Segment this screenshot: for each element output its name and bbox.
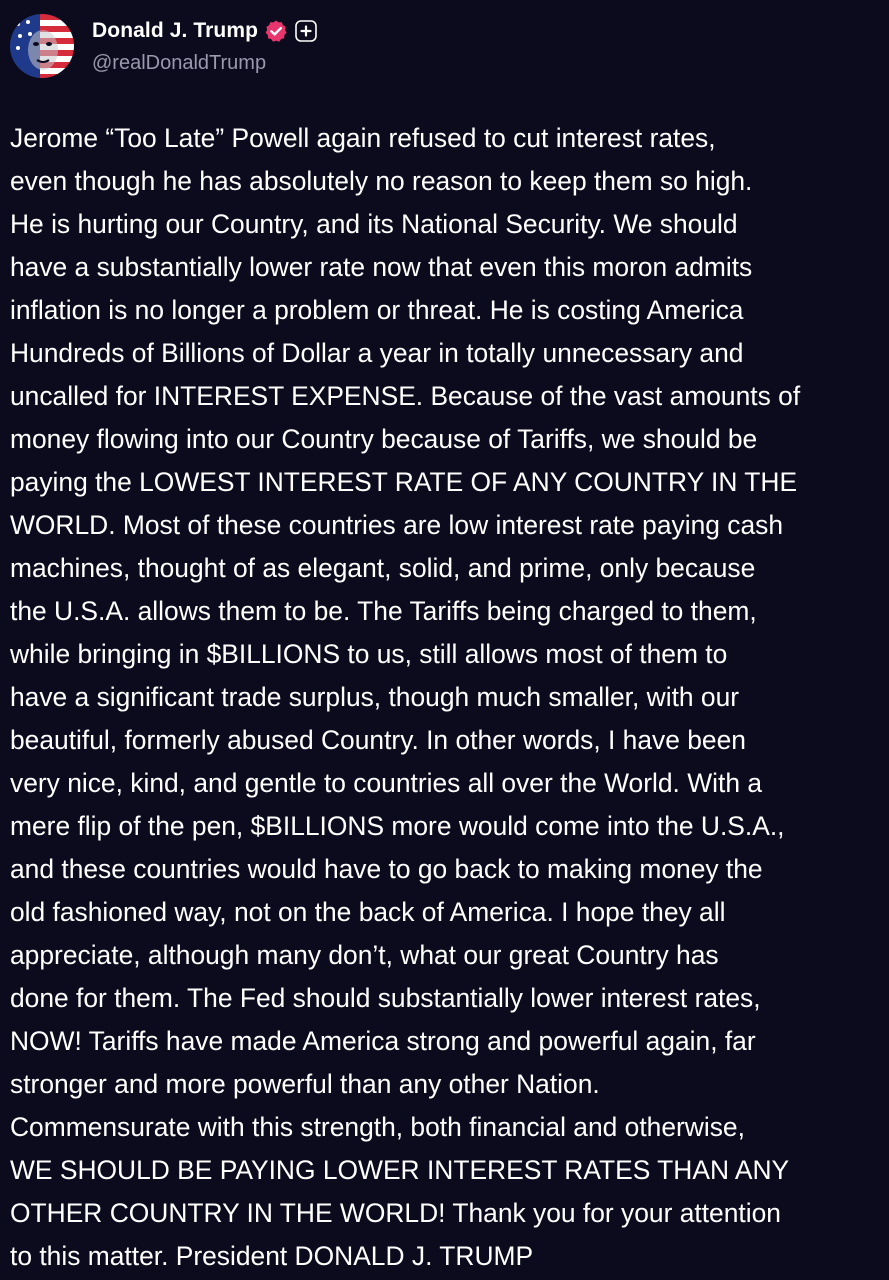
post-text-line: He is hurting our Country, and its National Security. We should xyxy=(10,209,738,239)
post-header xyxy=(10,12,317,80)
plus-icon[interactable] xyxy=(295,20,317,42)
post-text-line: uncalled for INTEREST EXPENSE. Because of the vast amounts of xyxy=(10,381,801,411)
post-text-line: very nice, kind, and gentle to countries all over the World. With a xyxy=(10,768,763,798)
post-text-line: old fashioned way, not on the back of America. I hope they all xyxy=(10,897,726,927)
post-text-line: while bringing in $BILLIONS to us, still allows most of them to xyxy=(10,639,728,669)
post-text-line: mere flip of the pen, $BILLIONS more would come into the U.S.A., xyxy=(10,811,785,841)
post-text-line: WE SHOULD BE PAYING LOWER INTEREST RATES THAN ANY xyxy=(10,1155,790,1185)
post-text-line: and these countries would have to go back to making money the xyxy=(10,854,763,884)
post-text-line: to this matter. President DONALD J. TRUMP xyxy=(10,1241,534,1271)
avatar[interactable] xyxy=(10,14,74,78)
author-name-row xyxy=(92,14,317,48)
verified-badge-icon xyxy=(264,19,288,43)
post-text-line: OTHER COUNTRY IN THE WORLD! Thank you for your attention xyxy=(10,1198,781,1228)
post-text-line: Hundreds of Billions of Dollar a year in totally unnecessary and xyxy=(10,338,744,368)
post-text-line: NOW! Tariffs have made America strong and powerful again, far xyxy=(10,1026,756,1056)
author-handle[interactable]: @realDonaldTrump xyxy=(92,52,267,74)
author-display-name[interactable]: Donald J. Trump xyxy=(92,19,259,42)
post-text-line: appreciate, although many don’t, what our great Country has xyxy=(10,940,719,970)
post-text-line: done for them. The Fed should substantially lower interest rates, xyxy=(10,983,761,1013)
post-text-line: machines, thought of as elegant, solid, and prime, only because xyxy=(10,553,756,583)
post-text-line: beautiful, formerly abused Country. In other words, I have been xyxy=(10,725,746,755)
post-text-line: stronger and more powerful than any other Nation. xyxy=(10,1069,600,1099)
post-text-line: Commensurate with this strength, both financial and otherwise, xyxy=(10,1112,745,1142)
post-text-line: money flowing into our Country because of Tariffs, we should be xyxy=(10,424,758,454)
post-text-line: have a significant trade surplus, though much smaller, with our xyxy=(10,682,740,712)
post-text-line: even though he has absolutely no reason to keep them so high. xyxy=(10,166,753,196)
post-body xyxy=(10,117,880,1278)
post-text-line: WORLD. Most of these countries are low interest rate paying cash xyxy=(10,510,783,540)
author-info xyxy=(92,14,317,78)
post-text-line: have a substantially lower rate now that even this moron admits xyxy=(10,252,753,282)
avatar-image xyxy=(10,14,74,78)
post-text-line: the U.S.A. allows them to be. The Tariffs being charged to them, xyxy=(10,596,757,626)
post-text-line: inflation is no longer a problem or threat. He is costing America xyxy=(10,295,744,325)
post-text-line: paying the LOWEST INTEREST RATE OF ANY COUNTRY IN THE xyxy=(10,467,798,497)
post-text-line: Jerome “Too Late” Powell again refused to cut interest rates, xyxy=(10,123,716,153)
